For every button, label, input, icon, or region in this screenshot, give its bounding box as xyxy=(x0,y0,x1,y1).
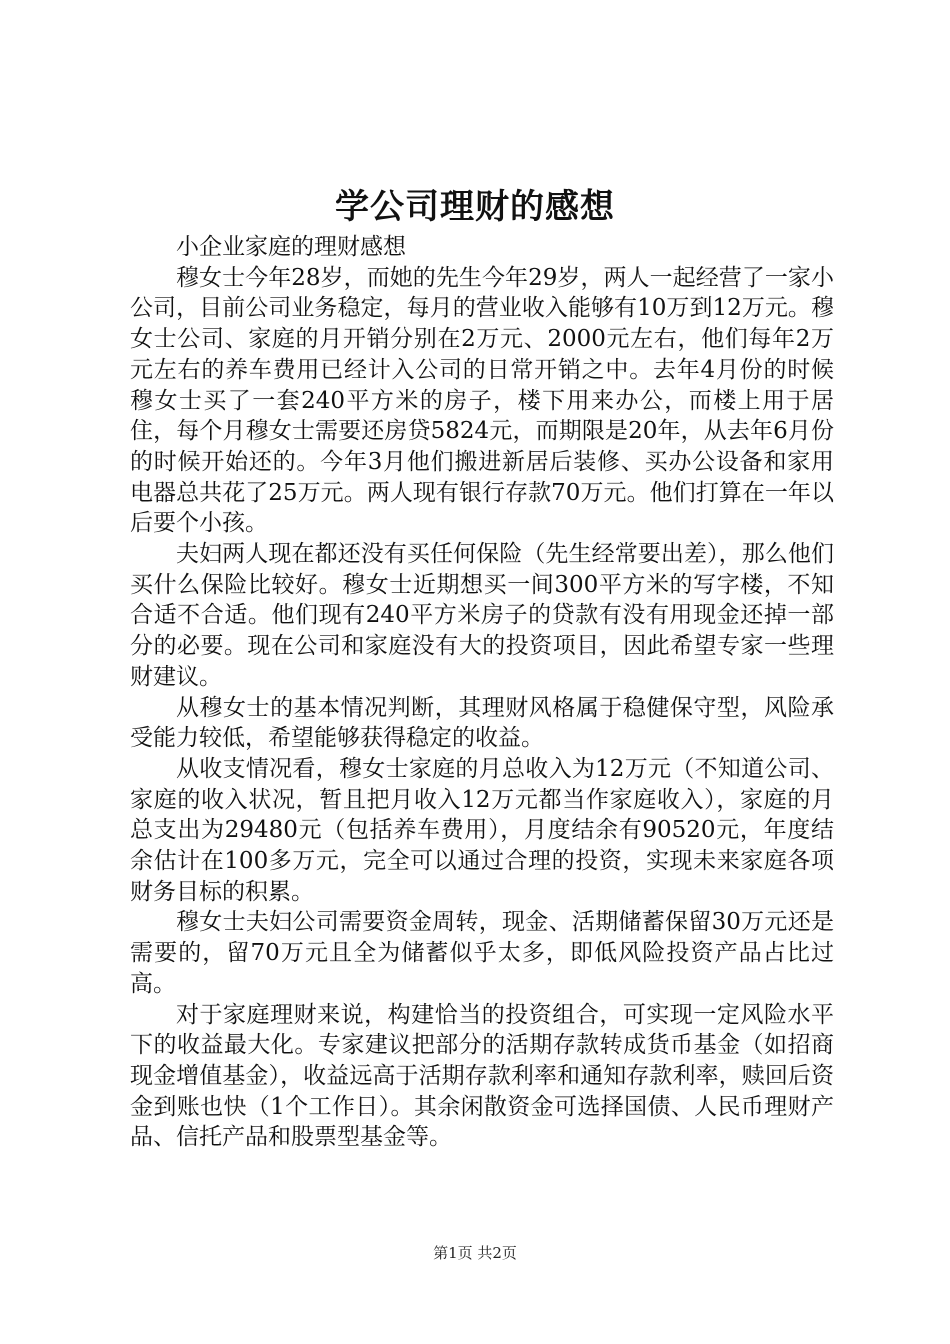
body-paragraph: 对于家庭理财来说，构建恰当的投资组合，可实现一定风险水平下的收益最大化。专家建议把部分的活期存款转成货币基金（如招商现金增值基金），收益远高于活期存款利率和通知存款利率，赎回后资金到账也快（1个工作日）。其余闲散资金可选择国债、人民币理财产品、信托产品和股票型基金等。 xyxy=(130,1001,834,1151)
body-paragraph: 穆女士夫妇公司需要资金周转，现金、活期储蓄保留30万元还是需要的，留70万元且全为储蓄似乎太多，即低风险投资产品占比过高。 xyxy=(130,909,834,997)
document-body xyxy=(130,232,834,1153)
document-title: 学公司理财的感想 xyxy=(335,187,615,227)
body-paragraph: 从穆女士的基本情况判断，其理财风格属于稳健保守型，风险承受能力较低，希望能够获得稳定的收益。 xyxy=(130,694,834,752)
body-paragraph: 夫妇两人现在都还没有买任何保险（先生经常要出差），那么他们买什么保险比较好。穆女士近期想买一间300平方米的写字楼，不知合适不合适。他们现有240平方米房子的贷款有没有用现金还掉一部分的必要。现在公司和家庭没有大的投资项目，因此希望专家一些理财建议。 xyxy=(130,541,834,690)
subtitle-paragraph: 小企业家庭的理财感想 xyxy=(176,234,406,260)
body-paragraph: 穆女士今年28岁，而她的先生今年29岁，两人一起经营了一家小公司，目前公司业务稳定，每月的营业收入能够有10万到12万元。穆女士公司、家庭的月开销分别在2万元、2000元左右，他们每年2万元左右的养车费用已经计入公司的日常开销之中。去年4月份的时候穆女士买了一套240平方米的房子，楼下用来办公，而楼上用于居住，每个月穆女士需要还房贷5824元，而期限是20年，从去年6月份的时候开始还的。今年3月他们搬进新居后装修、买办公设备和家用电器总共花了25万元。两人现有银行存款70万元。他们打算在一年以后要个小孩。 xyxy=(130,264,834,537)
page-number-footer: 第1页 共2页 xyxy=(433,1244,517,1262)
body-paragraph: 从收支情况看，穆女士家庭的月总收入为12万元（不知道公司、家庭的收入状况，暂且把月收入12万元都当作家庭收入），家庭的月总支出为29480元（包括养车费用），月度结余有90520元，年度结余估计在100多万元，完全可以通过合理的投资，实现未来家庭各项财务目标的积累。 xyxy=(130,755,834,905)
